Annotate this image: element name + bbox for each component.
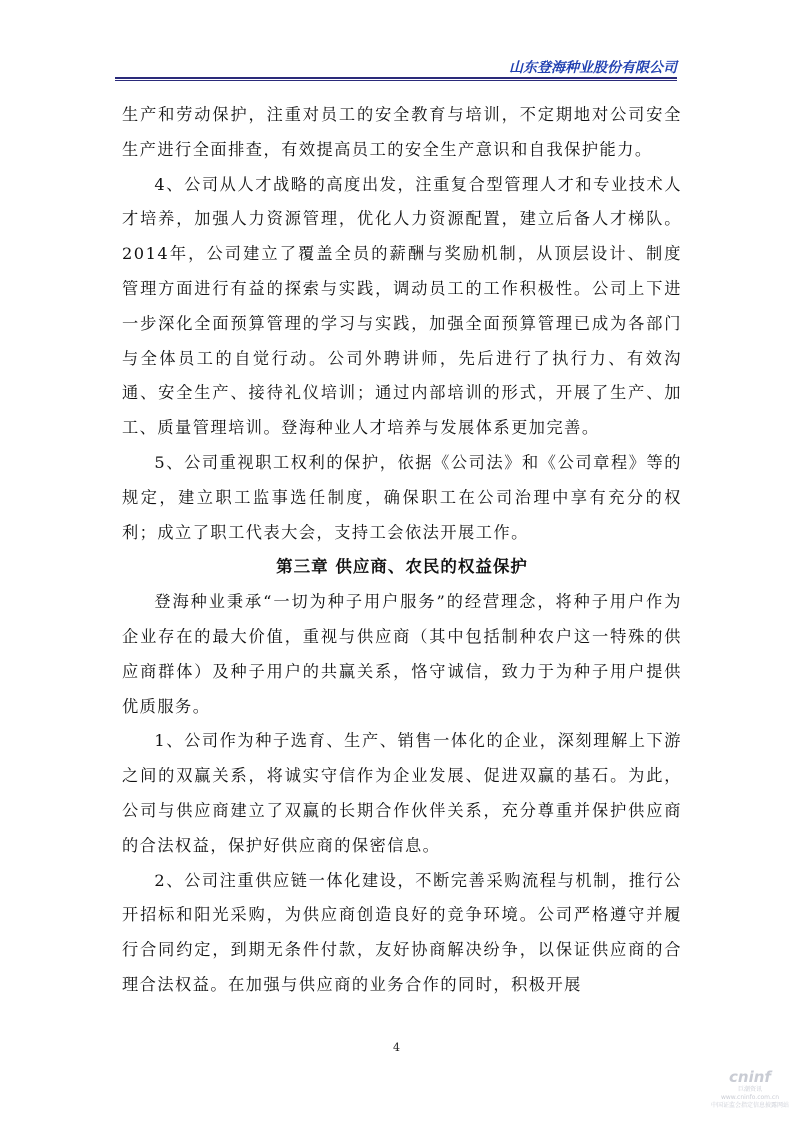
paragraph-chapter-intro: 登海种业秉承“一切为种子用户服务”的经营理念，将种子用户作为企业存在的最大价值，重视与供应商（其中包括制种农户这一特殊的供应商群体）及种子用户的共赢关系，恪守诚信，致力于为种子用户提供优质服务。 — [122, 592, 682, 716]
watermark-line-2: www.cninfo.com.cn — [720, 1094, 780, 1101]
header-company-name: 山东登海种业股份有限公司 — [509, 60, 677, 76]
watermark-line-1: 巨潮资讯 — [737, 1086, 762, 1093]
document-body — [122, 98, 682, 1003]
paragraph-talent-strategy: 4、公司从人才战略的高度出发，注重复合型管理人才和专业技术人才培养，加强人力资源管理，优化人力资源配置，建立后备人才梯队。2014年，公司建立了覆盖全员的薪酬与奖励机制，从顶层设计、制度管理方面进行有益的探索与实践，调动员工的工作积极性。公司上下进一步深化全面预算管理的学习与实践，加强全面预算管理已成为各部门与全体员工的自觉行动。公司外聘讲师，先后进行了执行力、有效沟通、安全生产、接待礼仪培训；通过内部培训的形式，开展了生产、加工、质量管理培训。登海种业人才培养与发展体系更加完善。 — [122, 174, 682, 438]
watermark-line-3: 中国证监会指定信息披露网站 — [710, 1102, 789, 1109]
cninfo-logo: cninf — [729, 1068, 771, 1086]
paragraph-employee-rights: 5、公司重视职工权利的保护，依据《公司法》和《公司章程》等的规定，建立职工监事选任制度，确保职工在公司治理中享有充分的权利；成立了职工代表大会，支持工会依法开展工作。 — [122, 452, 682, 542]
header-rule-thin — [115, 80, 677, 81]
header-rule-thick — [115, 77, 677, 79]
page-number: 4 — [393, 1041, 400, 1054]
chapter-title: 第三章 供应商、农民的权益保护 — [276, 557, 528, 577]
paragraph-win-win: 1、公司作为种子选育、生产、销售一体化的企业，深刻理解上下游之间的双赢关系，将诚实守信作为企业发展、促进双赢的基石。为此，公司与供应商建立了双赢的长期合作伙伴关系，充分尊重并保护供应商的合法权益，保护好供应商的保密信息。 — [122, 731, 682, 855]
cninfo-watermark — [710, 1068, 790, 1110]
paragraph-continued: 生产和劳动保护，注重对员工的安全教育与培训，不定期地对公司安全生产进行全面排查，有效提高员工的安全生产意识和自我保护能力。 — [122, 105, 682, 159]
paragraph-supply-chain: 2、公司注重供应链一体化建设，不断完善采购流程与机制，推行公开招标和阳光采购，为供应商创造良好的竞争环境。公司严格遵守并履行合同约定，到期无条件付款，友好协商解决纷争，以保证供应商的合理合法权益。在加强与供应商的业务合作的同时，积极开展 — [122, 870, 682, 994]
